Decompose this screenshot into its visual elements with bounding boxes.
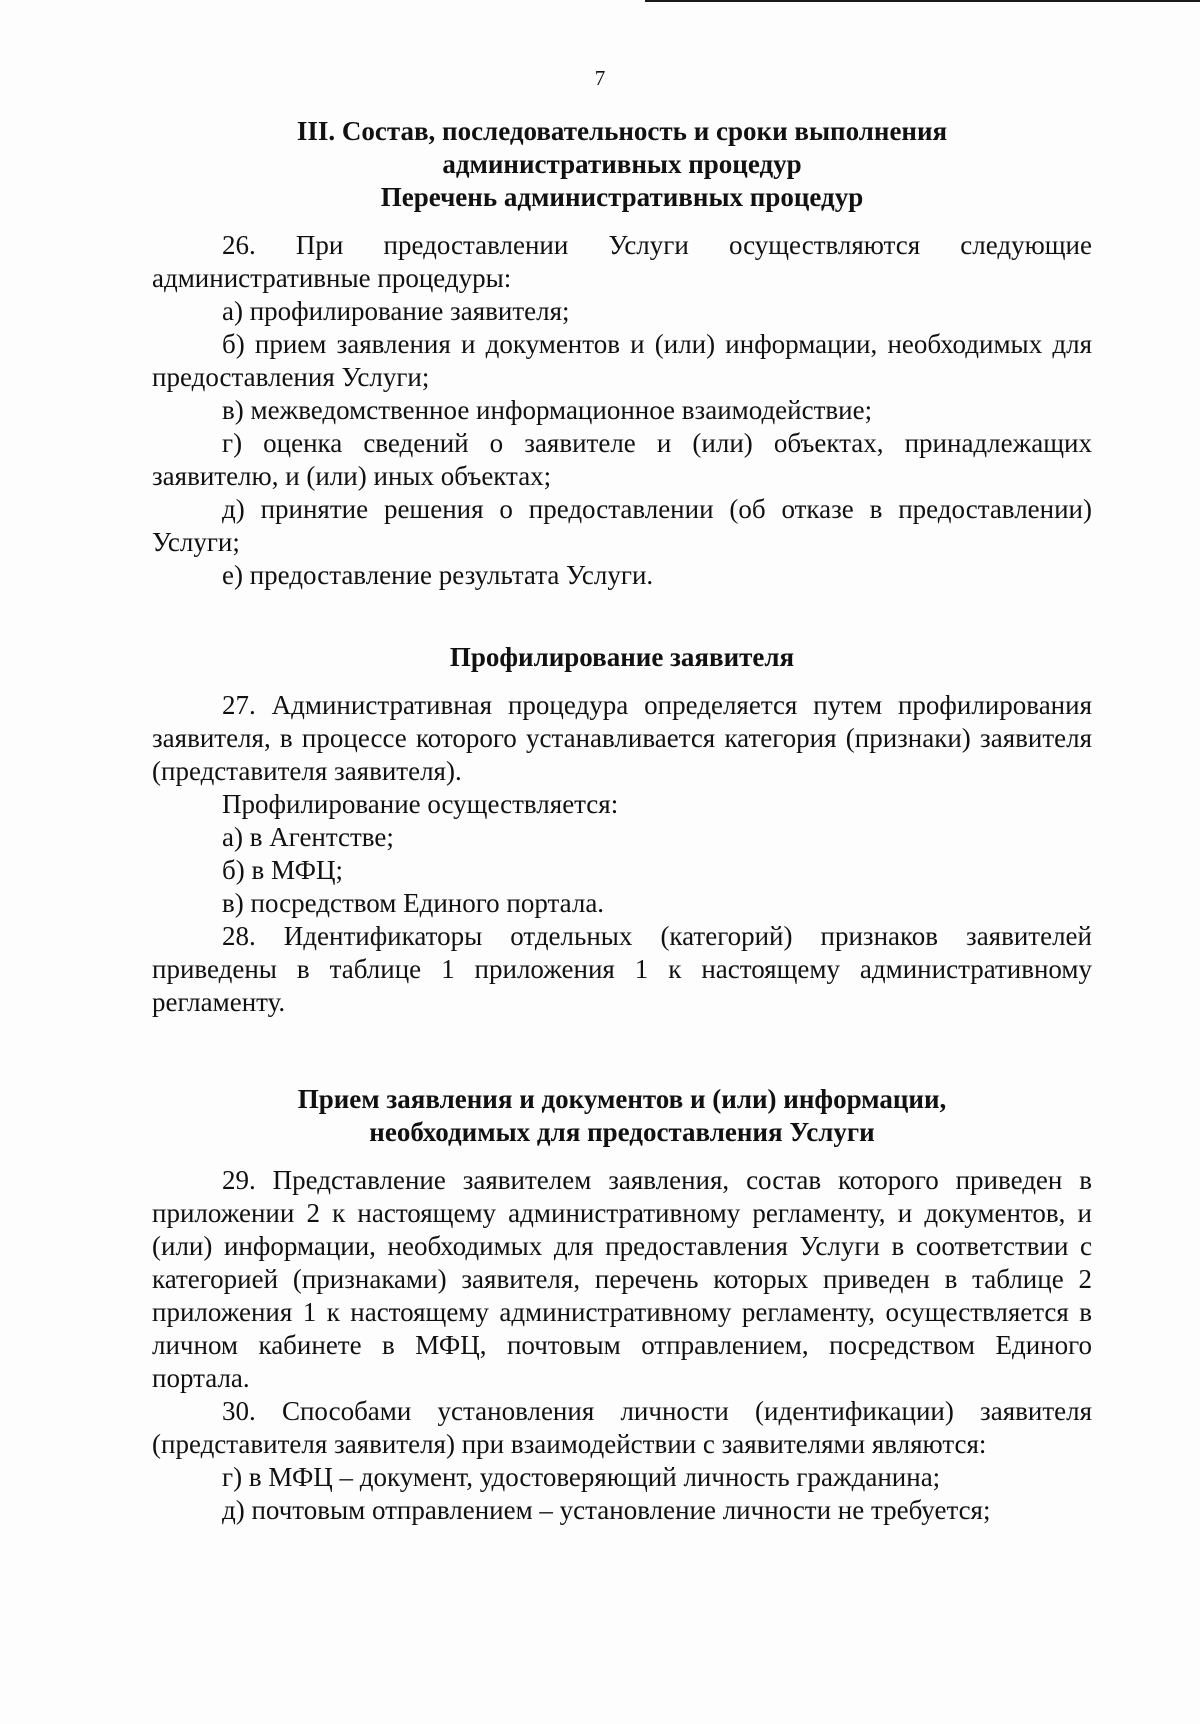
list-item: б) в МФЦ; xyxy=(222,855,343,885)
section-heading-line: административных процедур xyxy=(442,149,802,179)
reception-heading-line: необходимых для предоставления Услуги xyxy=(369,1117,875,1147)
list-item: д) принятие решения о предоставлении (об отказе в предоставлении) Услуги; xyxy=(152,494,1092,557)
section-heading xyxy=(152,115,1092,214)
list-item: в) посредством Единого портала. xyxy=(222,888,605,918)
reception-heading xyxy=(152,1083,1092,1149)
list-item: в) межведомственное информационное взаимодействие; xyxy=(222,395,873,425)
list-item: а) профилирование заявителя; xyxy=(222,296,570,326)
section-heading-line: III. Состав, последовательность и сроки выполнения xyxy=(296,116,948,146)
paragraph-27: 27. Административная процедура определяется путем профилирования заявителя, в процессе которого устанавливается категория (признаки) заявителя (представителя заявителя). xyxy=(152,690,1092,786)
top-border-line xyxy=(645,0,1200,2)
section-heading-line: Перечень административных процедур xyxy=(380,182,864,212)
paragraph-28: 28. Идентификаторы отдельных (категорий) признаков заявителей приведены в таблице 1 приложения 1 к настоящему административному регламенту. xyxy=(152,921,1092,1017)
page-number: 7 xyxy=(594,66,606,90)
profiling-heading: Профилирование заявителя xyxy=(449,642,795,672)
paragraph-26: 26. При предоставлении Услуги осуществляются следующие административные процедуры: xyxy=(152,230,1092,293)
list-item: а) в Агентстве; xyxy=(222,822,394,852)
list-item: г) в МФЦ – документ, удостоверяющий личность гражданина; xyxy=(222,1462,941,1492)
paragraph-30: 30. Способами установления личности (идентификации) заявителя (представителя заявителя) при взаимодействии с заявителями являются: xyxy=(152,1396,1092,1459)
paragraph-29: 29. Представление заявителем заявления, состав которого приведен в приложении 2 к настоящему административному регламенту, и документов, и (или) информации, необходимых для предоставления Услуги в соответствии с категорией (признаками) заявителя, перечень которых приведен в таблице 2 приложения 1 к настоящему административному регламенту, осуществляется в личном кабинете в МФЦ, почтовым отправлением, посредством Единого портала. xyxy=(152,1165,1092,1393)
paragraph-27-intro: Профилирование осуществляется: xyxy=(222,789,619,819)
list-item: д) почтовым отправлением – установление личности не требуется; xyxy=(222,1495,991,1525)
list-item: б) прием заявления и документов и (или) информации, необходимых для предоставления Услуги; xyxy=(152,329,1092,392)
list-item: е) предоставление результата Услуги. xyxy=(222,560,654,590)
reception-heading-line: Прием заявления и документов и (или) информации, xyxy=(297,1084,947,1114)
document-body xyxy=(152,115,1092,1527)
list-item: г) оценка сведений о заявителе и (или) объектах, принадлежащих заявителю, и (или) иных объектах; xyxy=(152,428,1092,491)
